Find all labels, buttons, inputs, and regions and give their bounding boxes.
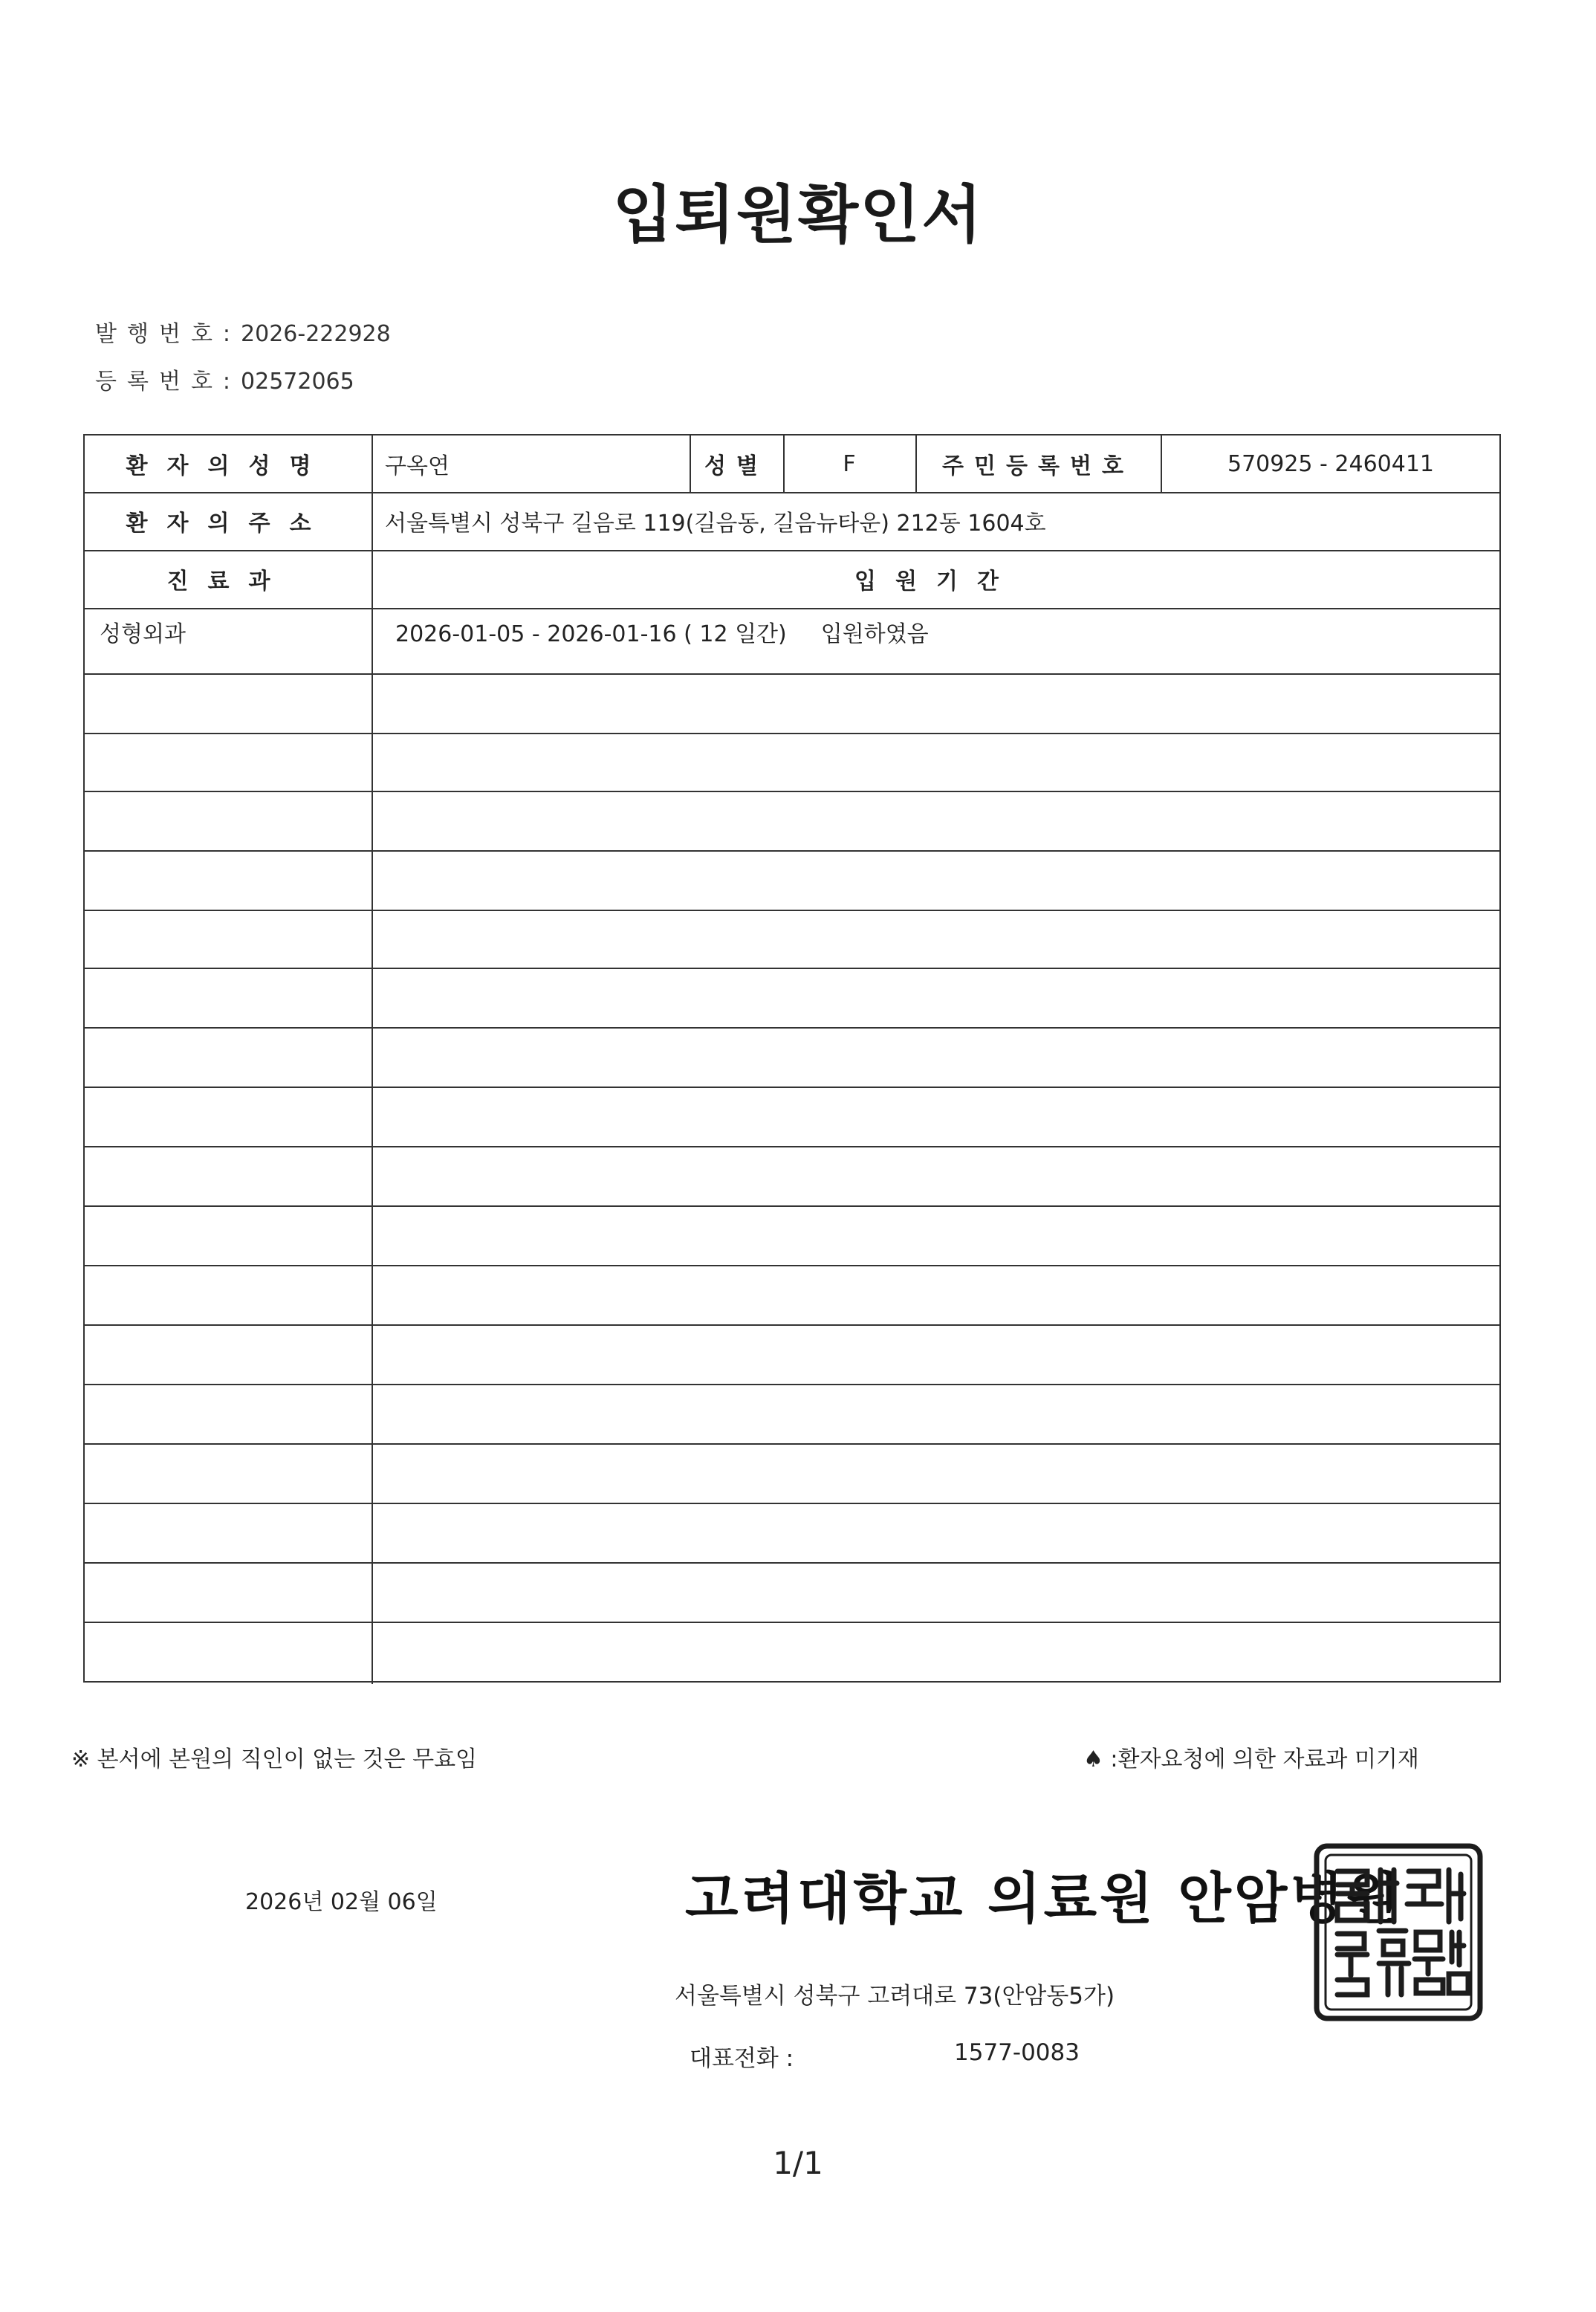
admission-period-row	[395, 608, 1495, 673]
issue-number-value: 2026-222928	[241, 321, 391, 347]
resident-number-label: 주민등록번호	[942, 453, 1134, 479]
patient-name-label: 환자의성명	[126, 453, 331, 479]
row-divider	[85, 910, 1499, 911]
row-divider	[85, 1503, 1499, 1504]
row-divider	[85, 1205, 1499, 1207]
issue-number-row	[95, 315, 391, 348]
issue-number-label: 발행번호	[95, 321, 223, 347]
period-header: 입원기간	[854, 569, 1018, 595]
issue-date: 2026년 02월 06일	[245, 1889, 438, 1915]
document-title: 입퇴원확인서	[612, 178, 984, 251]
row-divider	[85, 1622, 1499, 1623]
colon: :	[222, 321, 231, 347]
department-header: 진료과	[166, 569, 290, 595]
row-divider	[85, 1384, 1499, 1385]
phone-number: 1577-0083	[954, 2039, 1080, 2066]
sex-label: 성별	[704, 453, 768, 479]
row-divider	[85, 968, 1499, 969]
patient-address-label: 환자의주소	[126, 511, 331, 537]
admission-period-value: 2026-01-05 - 2026-01-16 ( 12 일간)	[395, 621, 787, 647]
column-divider	[372, 435, 373, 1684]
row-divider	[85, 1087, 1499, 1088]
row-divider	[85, 1146, 1499, 1147]
hospital-name: 고려대학교 의료원 안암병원	[685, 1867, 1403, 1931]
admission-table	[83, 434, 1501, 1683]
phone-label: 대표전화 :	[690, 2045, 794, 2072]
registration-number-label: 등록번호	[95, 369, 223, 395]
row-divider	[85, 1562, 1499, 1564]
patient-address-value: 서울특별시 성북구 길음로 119(길음동, 길음뉴타운) 212동 1604호	[385, 511, 1046, 537]
colon: :	[222, 369, 231, 395]
row-divider	[85, 791, 1499, 792]
admission-status-value: 입원하였음	[820, 621, 929, 647]
registration-number-row	[95, 363, 354, 395]
row-divider	[85, 733, 1499, 734]
missing-data-note: ♠ :환자요청에 의한 자료과 미기재	[1083, 1746, 1419, 1772]
row-divider	[85, 850, 1499, 852]
validity-note: ※ 본서에 본원의 직인이 없는 것은 무효임	[71, 1746, 478, 1772]
hospital-seal-stamp-icon	[1312, 1842, 1485, 2023]
patient-name-value: 구옥연	[385, 453, 450, 479]
department-value: 성형외과	[100, 621, 186, 647]
page-number: 1/1	[773, 2145, 823, 2181]
registration-number-value: 02572065	[241, 369, 354, 395]
row-divider	[85, 1324, 1499, 1326]
hospital-address: 서울특별시 성북구 고려대로 73(안암동5가)	[675, 1983, 1115, 2010]
row-divider	[85, 673, 1499, 675]
row-divider	[85, 1265, 1499, 1266]
row-divider	[85, 1443, 1499, 1445]
resident-number-value: 570925 - 2460411	[1227, 450, 1435, 477]
sex-value: F	[843, 450, 856, 477]
row-divider	[85, 1027, 1499, 1029]
